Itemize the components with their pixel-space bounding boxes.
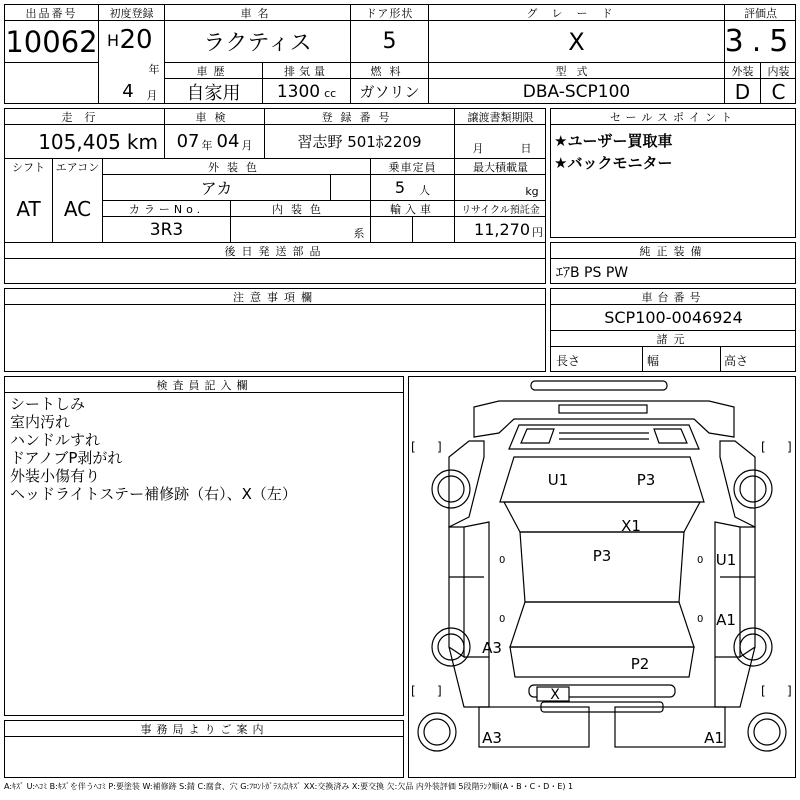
svg-text:[: [ bbox=[411, 440, 416, 454]
aircon: AC bbox=[63, 196, 92, 221]
capacity-value: 5 bbox=[394, 178, 406, 197]
capacity-header: 乗車定員 bbox=[388, 160, 437, 174]
recycle-fee-value: 11,270 bbox=[474, 220, 530, 239]
dimensions-header: 諸元 bbox=[656, 332, 691, 346]
transfer-month-unit: 月 bbox=[472, 142, 484, 155]
svg-text:]: ] bbox=[437, 684, 442, 698]
displacement-header: 排気量 bbox=[284, 64, 329, 78]
first-reg-era: H bbox=[106, 30, 120, 50]
capacity bbox=[371, 175, 454, 200]
height-label: 高さ bbox=[724, 354, 749, 368]
genuine-equipment-header: 純正装備 bbox=[639, 244, 708, 258]
width-label: 幅 bbox=[647, 354, 660, 368]
car-name: ラクティス bbox=[203, 31, 312, 56]
damage-mark-right-rear-door: A1 bbox=[716, 611, 736, 629]
capacity-unit: 人 bbox=[419, 183, 431, 197]
interior-color-header: 内装色 bbox=[272, 202, 329, 216]
svg-text:0: 0 bbox=[697, 614, 704, 625]
recycle-fee bbox=[455, 217, 546, 242]
note-line: 外装小傷有り bbox=[10, 467, 101, 485]
chassis-no-header: 車台番号 bbox=[641, 290, 706, 304]
sales-points-header: セールスポイント bbox=[609, 110, 737, 124]
mileage-unit: km bbox=[126, 129, 158, 154]
damage-mark-hood-right: P3 bbox=[636, 471, 656, 489]
lot-no: 10062 bbox=[5, 24, 98, 59]
damage-mark-left-rear-quarter: A3 bbox=[482, 639, 502, 657]
damage-mark-rear-hatch: P2 bbox=[630, 655, 650, 673]
inspector-notes bbox=[10, 395, 297, 503]
damage-mark-bottom-right: A1 bbox=[704, 729, 724, 747]
length-label: 長さ bbox=[556, 354, 581, 368]
first-reg-month: 4 bbox=[122, 80, 134, 102]
sales-point-2: ★バックモニター bbox=[554, 154, 673, 172]
inspection-year: 07 bbox=[176, 131, 200, 152]
fuel: ガソリン bbox=[359, 83, 420, 101]
car-name-header: 車名 bbox=[240, 6, 275, 20]
first-reg-month-unit: 月 bbox=[146, 89, 158, 102]
caution-header: 注意事項欄 bbox=[233, 290, 318, 304]
legend: A:ｷｽﾞ U:ﾍｺﾐ B:ｷｽﾞを伴うﾍｺﾐ P:要塗装 W:補修跡 S:錆 C:腐食、穴 G:ﾌﾛﾝﾄｶﾞﾗｽ点ｷｽﾞ XX:交換済み X:要交換 欠:欠品 内外装評価 5段階ﾗﾝｸ順(A・B・C・D・E) 1 bbox=[4, 782, 574, 791]
history-header: 車歴 bbox=[196, 64, 231, 78]
first-reg-year: 20 bbox=[119, 26, 153, 54]
svg-text:]: ] bbox=[787, 684, 792, 698]
damage-mark-roof-front: X1 bbox=[621, 517, 641, 535]
note-line: ハンドルすれ bbox=[10, 431, 101, 449]
sales-point-1: ★ユーザー買取車 bbox=[554, 132, 673, 150]
svg-text:[: [ bbox=[761, 684, 766, 698]
damage-mark-rear-bumper: X bbox=[550, 688, 560, 702]
note-line: 室内汚れ bbox=[10, 413, 71, 431]
model-code-header: 型式 bbox=[555, 64, 598, 78]
exterior-grade-header: 外装 bbox=[731, 64, 754, 78]
first-reg-year-unit: 年 bbox=[148, 63, 160, 76]
exterior-color: アカ bbox=[200, 179, 233, 198]
interior-grade-header: 内装 bbox=[767, 64, 790, 78]
door-header: ドア形状 bbox=[365, 6, 414, 20]
import-header: 輸入車 bbox=[390, 202, 435, 216]
history: 自家用 bbox=[186, 82, 241, 104]
model-code: DBA-SCP100 bbox=[522, 81, 631, 102]
exterior-color-header: 外装色 bbox=[208, 160, 265, 174]
shift: AT bbox=[16, 196, 41, 221]
inspection-month-unit: 月 bbox=[241, 138, 253, 152]
transfer-deadline-header: 譲渡書類期限 bbox=[467, 110, 534, 124]
score-header: 評価点 bbox=[744, 6, 777, 20]
displacement-unit: cc bbox=[324, 87, 337, 100]
inspector-notes-header: 検査員記入欄 bbox=[156, 378, 253, 392]
aircon-header: エアコン bbox=[55, 160, 100, 174]
doors: 5 bbox=[382, 29, 397, 54]
svg-text:0: 0 bbox=[499, 555, 506, 566]
displacement bbox=[263, 79, 350, 104]
chassis-no: SCP100-0046924 bbox=[604, 308, 743, 327]
inspection-month: 04 bbox=[216, 131, 240, 152]
color-no: 3R3 bbox=[149, 219, 184, 240]
svg-text:]: ] bbox=[437, 440, 442, 454]
lot-no-header: 出品番号 bbox=[25, 6, 78, 20]
displacement-value: 1300 bbox=[276, 81, 321, 102]
note-line: ヘッドライトステー補修跡（右）、X（左） bbox=[10, 485, 297, 503]
inspection-year-unit: 年 bbox=[201, 138, 213, 152]
exterior-grade: D bbox=[734, 79, 751, 104]
svg-text:[: [ bbox=[761, 440, 766, 454]
transfer-day-unit: 日 bbox=[520, 142, 532, 155]
fuel-header: 燃料 bbox=[370, 64, 409, 78]
later-parts-header: 後日発送部品 bbox=[224, 244, 327, 258]
inspection-header: 車検 bbox=[195, 110, 234, 124]
mileage bbox=[5, 125, 164, 158]
svg-text:[: [ bbox=[411, 684, 416, 698]
recycle-fee-unit: 円 bbox=[532, 225, 543, 239]
inspection-date bbox=[165, 125, 264, 158]
first-reg-header: 初度登録 bbox=[109, 6, 154, 20]
genuine-equipment: ｴｱB PS PW bbox=[556, 265, 629, 281]
mileage-header: 走行 bbox=[61, 110, 108, 124]
mileage-value: 105,405 bbox=[38, 129, 121, 154]
svg-text:0: 0 bbox=[697, 555, 704, 566]
color-no-header: カラーNo. bbox=[128, 202, 205, 216]
svg-text:]: ] bbox=[787, 440, 792, 454]
svg-text:0: 0 bbox=[499, 614, 506, 625]
sales-points-box bbox=[550, 108, 796, 238]
shift-header: シフト bbox=[12, 160, 45, 174]
max-load-unit: kg bbox=[525, 184, 539, 198]
grade-header: グレード bbox=[526, 6, 627, 20]
score: 3.5 bbox=[725, 24, 796, 59]
damage-mark-right-front-door: U1 bbox=[715, 551, 737, 569]
reg-no-header: 登録番号 bbox=[321, 110, 398, 124]
reg-no: 習志野 501ﾎ2209 bbox=[297, 133, 422, 151]
office-notice-header: 事務局よりご案内 bbox=[140, 722, 269, 736]
grade: X bbox=[568, 27, 585, 56]
interior-grade: C bbox=[771, 79, 786, 104]
damage-mark-roof: P3 bbox=[592, 547, 612, 565]
max-load-header: 最大積載量 bbox=[473, 160, 528, 174]
note-line: シートしみ bbox=[10, 395, 86, 413]
car-diagram bbox=[409, 377, 795, 777]
recycle-header: リサイクル預託金 bbox=[461, 205, 540, 216]
interior-color-unit: 系 bbox=[353, 227, 365, 240]
damage-mark-hood-left: U1 bbox=[547, 471, 569, 489]
note-line: ドアノブP剥がれ bbox=[10, 449, 123, 467]
damage-mark-bottom-left: A3 bbox=[482, 729, 502, 747]
